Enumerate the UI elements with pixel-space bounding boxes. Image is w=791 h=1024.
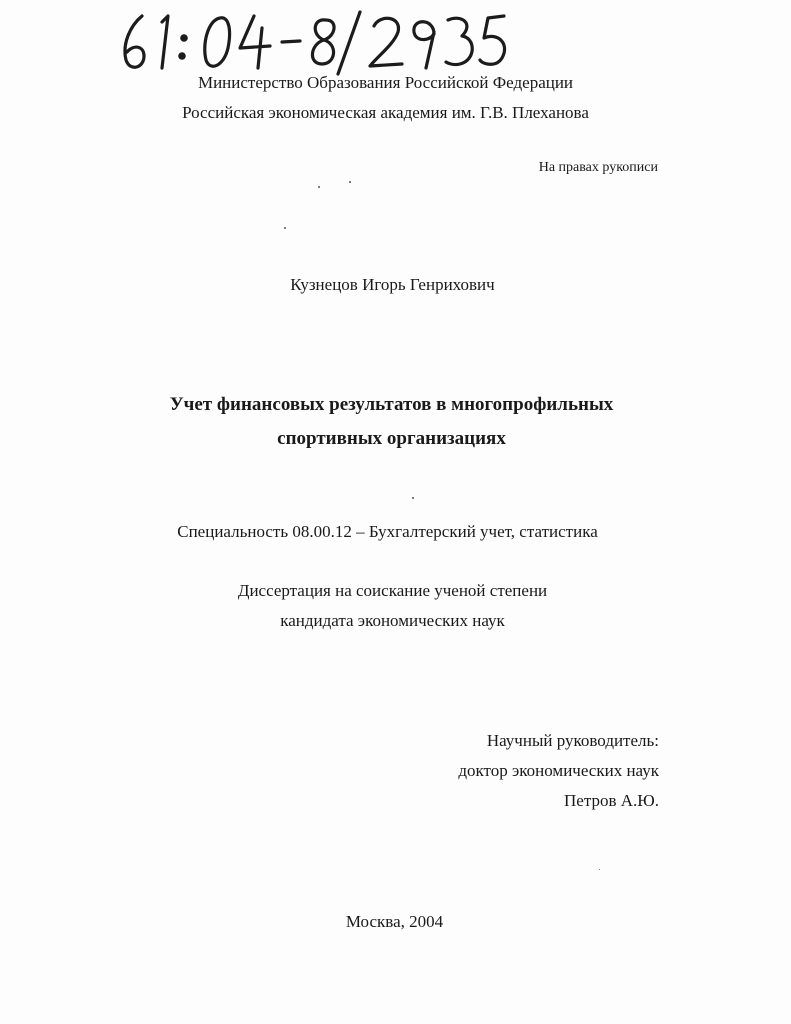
handwritten-code-drawing	[112, 4, 512, 76]
scan-speck	[318, 186, 320, 188]
scan-speck	[284, 227, 286, 229]
academy-name: Российская экономическая академия им. Г.В. Плеханова	[182, 103, 589, 122]
handwritten-code-text: 61:04-8/2935	[112, 4, 118, 5]
author-name: Кузнецов Игорь Генрихович	[290, 275, 495, 294]
handwritten-archive-code	[112, 4, 512, 76]
dissertation-line-2: кандидата экономических наук	[280, 611, 505, 630]
title-line-2: спортивных организациях	[277, 428, 506, 449]
scan-speck	[349, 181, 351, 183]
supervisor-degree: доктор экономических наук	[458, 761, 659, 780]
supervisor-name: Петров А.Ю.	[564, 791, 659, 810]
supervisor-label: Научный руководитель:	[486, 731, 659, 750]
title-line-1: Учет финансовых результатов в многопрофильных	[169, 394, 614, 415]
scan-speck	[599, 869, 600, 870]
scan-speck	[412, 497, 414, 499]
dissertation-line-1: Диссертация на соискание ученой степени	[237, 581, 548, 600]
specialty: Специальность 08.00.12 – Бухгалтерский учет, статистика	[177, 522, 598, 541]
city-year: Москва, 2004	[345, 912, 444, 931]
ministry-name: Министерство Образования Российской Федерации	[197, 73, 574, 92]
rights-note: На правах рукописи	[538, 160, 658, 175]
